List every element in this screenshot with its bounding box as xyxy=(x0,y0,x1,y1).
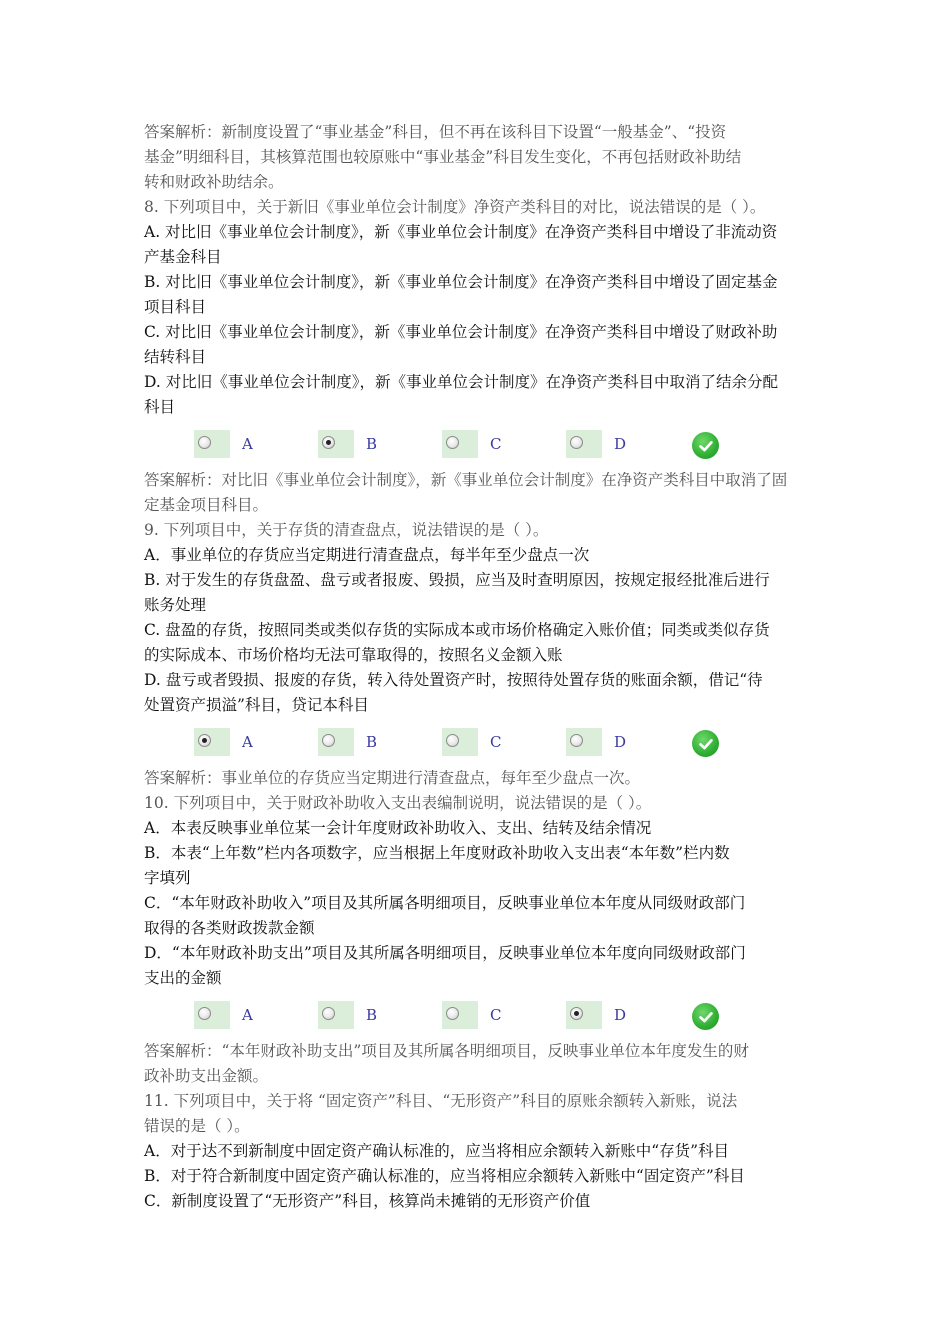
text-line: 项目科目 xyxy=(144,298,207,316)
answer-options xyxy=(144,718,814,766)
text-line: 账务处理 xyxy=(144,596,207,614)
radio-cell xyxy=(566,728,602,756)
radio-button[interactable] xyxy=(570,436,583,449)
text-line: 定基金项目科目。 xyxy=(144,496,269,514)
text-line: 产基金科目 xyxy=(144,248,222,266)
text-line: A．本表反映事业单位某一会计年度财政补助收入、支出、结转及结余情况 xyxy=(144,819,652,837)
radio-cell xyxy=(566,1001,602,1029)
text-line: C. 对比旧《事业单位会计制度》，新《事业单位会计制度》在净资产类科目中增设了财政补助 xyxy=(144,323,778,341)
option-a[interactable] xyxy=(194,430,253,458)
text-line: 科目 xyxy=(144,398,176,416)
option-c[interactable] xyxy=(442,728,501,756)
option-label: C xyxy=(490,733,502,751)
correct-check-icon xyxy=(692,1003,719,1030)
text-line: D. 对比旧《事业单位会计制度》，新《事业单位会计制度》在净资产类科目中取消了结余分配 xyxy=(144,373,778,391)
radio-cell xyxy=(318,430,354,458)
text-line: 处置资产损溢”科目，贷记本科目 xyxy=(144,696,369,714)
text-line: D．“本年财政补助支出”项目及其所属各明细项目，反映事业单位本年度向同级财政部门 xyxy=(144,944,746,962)
option-b[interactable] xyxy=(318,728,377,756)
text-line: 基金”明细科目，其核算范围也较原账中“事业基金”科目发生变化，不再包括财政补助结 xyxy=(144,148,742,166)
correct-check-icon xyxy=(692,432,719,459)
option-c[interactable] xyxy=(442,1001,501,1029)
option-label: A xyxy=(242,733,253,751)
radio-button[interactable] xyxy=(570,1007,583,1020)
radio-button[interactable] xyxy=(198,734,211,747)
text-line: 字填列 xyxy=(144,869,191,887)
option-d[interactable] xyxy=(566,1001,626,1029)
correct-check-icon xyxy=(692,730,719,757)
text-line: 9. 下列项目中，关于存货的清查盘点，说法错误的是（ ）。 xyxy=(144,521,549,539)
radio-button[interactable] xyxy=(446,436,459,449)
text-line: C．新制度设置了“无形资产”科目，核算尚未摊销的无形资产价值 xyxy=(144,1192,591,1210)
text-line: B．对于符合新制度中固定资产确认标准的，应当将相应余额转入新账中“固定资产”科目 xyxy=(144,1167,745,1185)
text-line: 政补助支出金额。 xyxy=(144,1067,269,1085)
text-line: 的实际成本、市场价格均无法可靠取得的，按照名义金额入账 xyxy=(144,646,563,664)
radio-cell xyxy=(442,728,478,756)
text-line: C．“本年财政补助收入”项目及其所属各明细项目，反映事业单位本年度从同级财政部门 xyxy=(144,894,746,912)
text-line: 答案解析：事业单位的存货应当定期进行清查盘点，每年至少盘点一次。 xyxy=(144,769,641,787)
option-b[interactable] xyxy=(318,430,377,458)
text-line: 取得的各类财政拨款金额 xyxy=(144,919,315,937)
option-a[interactable] xyxy=(194,1001,253,1029)
text-line: 结转科目 xyxy=(144,348,207,366)
radio-button[interactable] xyxy=(322,436,335,449)
text-line: D. 盘亏或者毁损、报废的存货，转入待处置资产时，按照待处置存货的账面余额，借记“待 xyxy=(144,671,763,689)
document-page xyxy=(144,120,814,1214)
text-line: C. 盘盈的存货，按照同类或类似存货的实际成本或市场价格确定入账价值；同类或类似存货 xyxy=(144,621,770,639)
radio-cell xyxy=(318,1001,354,1029)
radio-cell xyxy=(566,430,602,458)
option-b[interactable] xyxy=(318,1001,377,1029)
text-line: A．对于达不到新制度中固定资产确认标准的，应当将相应余额转入新账中“存货”科目 xyxy=(144,1142,730,1160)
radio-button[interactable] xyxy=(198,1007,211,1020)
text-line: 答案解析：对比旧《事业单位会计制度》，新《事业单位会计制度》在净资产类科目中取消了固 xyxy=(144,471,788,489)
text-line: B. 对于发生的存货盘盈、盘亏或者报废、毁损，应当及时查明原因，按规定报经批准后进行 xyxy=(144,571,770,589)
option-label: C xyxy=(490,435,502,453)
radio-button[interactable] xyxy=(570,734,583,747)
radio-cell xyxy=(442,430,478,458)
option-c[interactable] xyxy=(442,430,501,458)
option-label: D xyxy=(614,435,627,453)
option-label: C xyxy=(490,1006,502,1024)
answer-options xyxy=(144,991,814,1039)
text-line: 答案解析：新制度设置了“事业基金”科目，但不再在该科目下设置“一般基金”、“投资 xyxy=(144,123,727,141)
radio-cell xyxy=(442,1001,478,1029)
option-d[interactable] xyxy=(566,430,626,458)
text-line: 11. 下列项目中，关于将 “固定资产”科目、“无形资产”科目的原账余额转入新账，说法 xyxy=(144,1092,738,1110)
text-line: A. 对比旧《事业单位会计制度》，新《事业单位会计制度》在净资产类科目中增设了非流动资 xyxy=(144,223,778,241)
option-label: D xyxy=(614,1006,627,1024)
text-line: 8. 下列项目中，关于新旧《事业单位会计制度》净资产类科目的对比，说法错误的是（ ）。 xyxy=(144,198,766,216)
radio-button[interactable] xyxy=(322,1007,335,1020)
text-line: B．本表“上年数”栏内各项数字，应当根据上年度财政补助收入支出表“本年数”栏内数 xyxy=(144,844,730,862)
text-line: B. 对比旧《事业单位会计制度》，新《事业单位会计制度》在净资产类科目中增设了固定基金 xyxy=(144,273,778,291)
text-line: 转和财政补助结余。 xyxy=(144,173,284,191)
option-label: D xyxy=(614,733,627,751)
text-line: 支出的金额 xyxy=(144,969,222,987)
option-label: B xyxy=(366,733,378,751)
radio-button[interactable] xyxy=(198,436,211,449)
option-d[interactable] xyxy=(566,728,626,756)
option-label: A xyxy=(242,435,253,453)
text-line: 答案解析：“本年财政补助支出”项目及其所属各明细项目，反映事业单位本年度发生的财 xyxy=(144,1042,749,1060)
text-line: 错误的是（ ）。 xyxy=(144,1117,250,1135)
text-line: A．事业单位的存货应当定期进行清查盘点，每半年至少盘点一次 xyxy=(144,546,590,564)
option-label: B xyxy=(366,435,378,453)
radio-cell xyxy=(194,1001,230,1029)
radio-button[interactable] xyxy=(322,734,335,747)
option-a[interactable] xyxy=(194,728,253,756)
radio-cell xyxy=(194,430,230,458)
answer-options xyxy=(144,420,814,468)
radio-button[interactable] xyxy=(446,1007,459,1020)
radio-cell xyxy=(194,728,230,756)
option-label: A xyxy=(242,1006,253,1024)
radio-cell xyxy=(318,728,354,756)
text-line: 10. 下列项目中，关于财政补助收入支出表编制说明，说法错误的是（ ）。 xyxy=(144,794,652,812)
option-label: B xyxy=(366,1006,378,1024)
radio-button[interactable] xyxy=(446,734,459,747)
